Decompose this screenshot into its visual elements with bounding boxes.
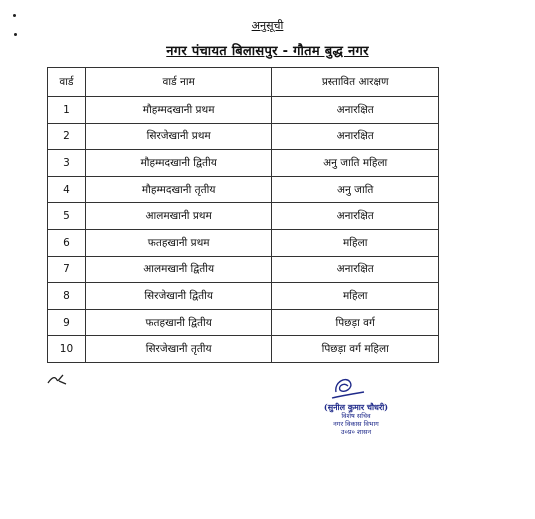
ward-number: 8 — [48, 283, 86, 310]
table-row — [48, 256, 439, 283]
table-row — [48, 176, 439, 203]
ward-number: 4 — [48, 176, 86, 203]
table-row — [48, 309, 439, 336]
ward-name: सिरजेखानी प्रथम — [85, 123, 272, 150]
signatory-name: (सुनील कुमार चौधरी) — [323, 402, 389, 412]
column-header: वार्ड नाम — [85, 68, 272, 97]
table-row — [48, 203, 439, 230]
table-row — [48, 97, 439, 124]
ward-number: 6 — [48, 229, 86, 256]
ward-number: 7 — [48, 256, 86, 283]
table-row — [48, 283, 439, 310]
proposed-reservation: महिला — [272, 283, 439, 310]
ward-number: 9 — [48, 309, 86, 336]
signatory-department: नगर विकास विभाग — [333, 420, 379, 429]
proposed-reservation: महिला — [272, 229, 439, 256]
proposed-reservation: अनारक्षित — [272, 97, 439, 124]
table-row — [48, 150, 439, 177]
reservation-table — [47, 67, 439, 363]
ward-name: मौहम्मदखानी तृतीय — [85, 176, 272, 203]
ward-number: 2 — [48, 123, 86, 150]
column-header: प्रस्तावित आरक्षण — [272, 68, 439, 97]
signature-mark — [328, 374, 368, 404]
column-header: वार्ड — [48, 68, 86, 97]
signatory-designation: विशेष सचिव — [341, 412, 371, 420]
signature-block — [300, 402, 412, 436]
ward-name: आलमखानी प्रथम — [85, 203, 272, 230]
signatory-government: उ०प्र० शासन — [340, 428, 372, 437]
table-row — [48, 336, 439, 363]
proposed-reservation: पिछड़ा वर्ग — [272, 309, 439, 336]
ward-name: सिरजेखानी द्वितीय — [85, 283, 272, 310]
ward-name: सिरजेखानी तृतीय — [85, 336, 272, 363]
ward-number: 3 — [48, 150, 86, 177]
proposed-reservation: अनारक्षित — [272, 123, 439, 150]
ward-number: 1 — [48, 97, 86, 124]
table-header-row — [48, 68, 439, 97]
schedule-title: अनुसूची — [251, 19, 284, 32]
proposed-reservation: अनारक्षित — [272, 203, 439, 230]
proposed-reservation: अनारक्षित — [272, 256, 439, 283]
initials-mark — [46, 372, 70, 388]
ward-name: मौहम्मदखानी द्वितीय — [85, 150, 272, 177]
proposed-reservation: अनु जाति — [272, 176, 439, 203]
ward-name: आलमखानी द्वितीय — [85, 256, 272, 283]
ward-name: फतहखानी द्वितीय — [85, 309, 272, 336]
ward-name: फतहखानी प्रथम — [85, 229, 272, 256]
table-row — [48, 123, 439, 150]
proposed-reservation: पिछड़ा वर्ग महिला — [272, 336, 439, 363]
ward-number: 5 — [48, 203, 86, 230]
ward-name: मौहम्मदखानी प्रथम — [85, 97, 272, 124]
ward-number: 10 — [48, 336, 86, 363]
mark-dot — [13, 14, 16, 17]
page-title: नगर पंचायत बिलासपुर - गौतम बुद्ध नगर — [166, 44, 369, 59]
table-row — [48, 229, 439, 256]
mark-dot — [14, 33, 17, 36]
proposed-reservation: अनु जाति महिला — [272, 150, 439, 177]
